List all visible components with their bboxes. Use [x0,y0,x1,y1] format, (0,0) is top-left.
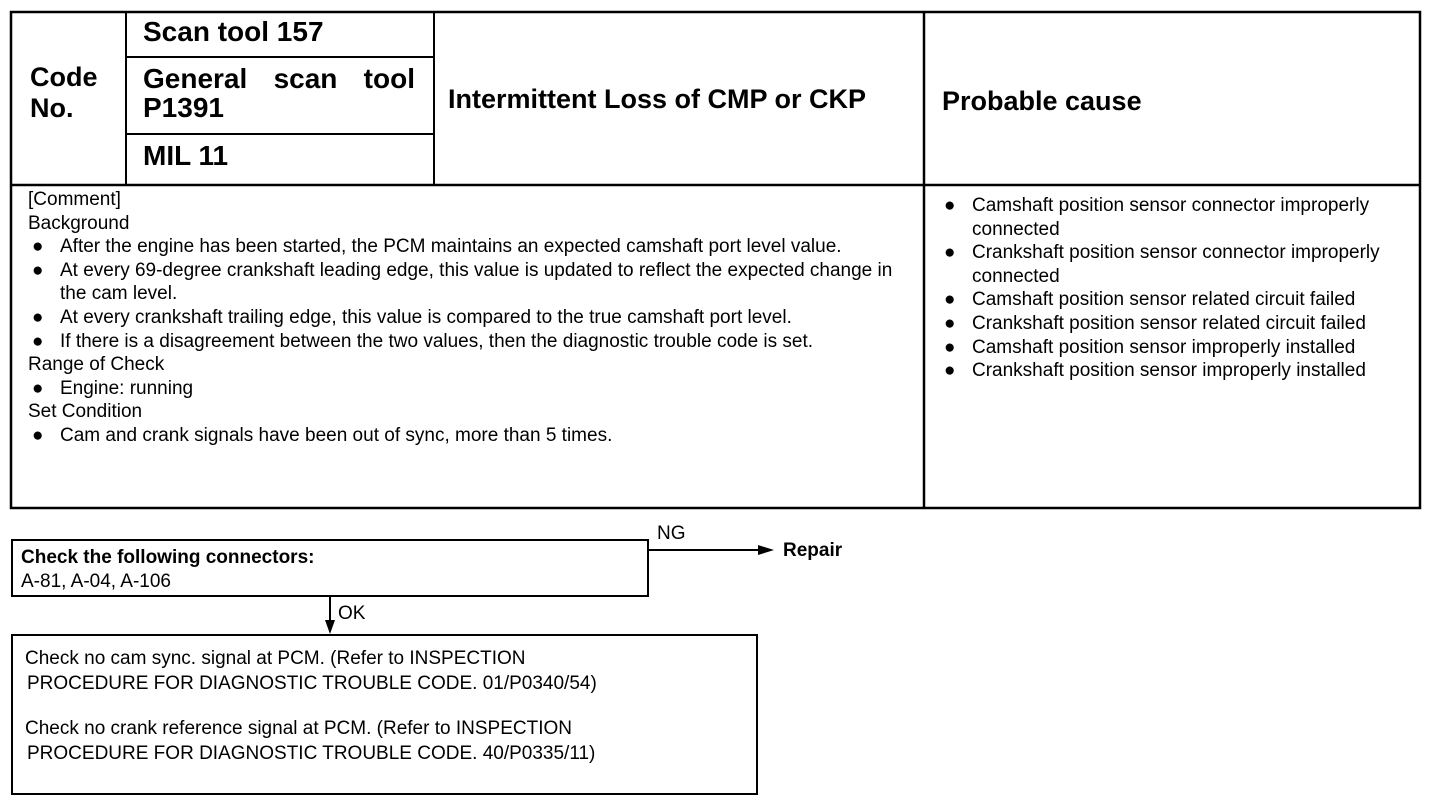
list-item: ● Camshaft position sensor improperly installed [944,336,1356,358]
comment-section [28,188,908,448]
probable-cause-heading: Probable cause [942,86,1142,116]
spacer [25,696,744,716]
bullet-icon: ● [32,259,44,281]
bullet-icon: ● [32,424,44,446]
comment-label: [Comment] [28,189,121,210]
repair-label: Repair [783,540,843,561]
list-item: ● Crankshaft position sensor related circuit failed [944,312,1366,334]
check-signals-box [11,634,758,795]
bullet-icon: ● [944,360,956,382]
range-list [28,377,908,401]
cam-sync-line-1: Check no cam sync. signal at PCM. (Refer to INSPECTION [25,648,526,669]
set-condition-label: Set Condition [28,401,143,423]
crank-ref-line-2: PROCEDURE FOR DIAGNOSTIC TROUBLE CODE. 40/P0335/11) [27,743,596,764]
mil-code: MIL 11 [143,140,229,171]
bullet-icon: ● [32,377,44,399]
bullet-icon: ● [944,336,956,358]
background-list [28,235,908,353]
connector-list: A-81, A-04, A-106 [21,570,171,592]
code-no-label: Code No. [30,62,98,123]
bullet-icon: ● [944,312,956,334]
crank-ref-line-1: Check no crank reference signal at PCM. (Refer to INSPECTION [25,718,572,739]
page-title: Intermittent Loss of CMP or CKP [448,84,867,114]
flow-arrows [0,520,900,640]
range-of-check-label: Range of Check [28,354,165,376]
cam-sync-line-2: PROCEDURE FOR DIAGNOSTIC TROUBLE CODE. 01/P0340/54) [27,673,597,694]
list-item: ● If there is a disagreement between the two values, then the diagnostic trouble code is set. [32,330,814,352]
ok-label: OK [338,603,366,624]
bullet-icon: ● [944,195,956,216]
scan-tool-code: Scan tool 157 [143,16,324,47]
list-item: ● At every 69-degree crankshaft leading edge, this value is updated to reflect the expected change in the cam level. [32,259,893,305]
list-item: ● Crankshaft position sensor connector improperly connected [944,242,1380,287]
check-connectors-title: Check the following connectors: [21,547,315,568]
list-item: ● At every crankshaft trailing edge, this value is compared to the true camshaft port level. [32,306,792,328]
general-scan-tool-code: General scan tool P1391 [143,63,415,123]
set-condition-list [28,424,908,448]
bullet-icon: ● [32,330,44,352]
bullet-icon: ● [32,236,44,258]
bullet-icon: ● [32,306,44,328]
bullet-icon: ● [944,242,956,264]
list-item: ● Camshaft position sensor related circuit failed [944,289,1356,311]
ng-label: NG [657,523,686,544]
list-item: ● After the engine has been started, the PCM maintains an expected camshaft port level value. [32,236,842,258]
list-item: ● Engine: running [32,377,194,399]
list-item: ● Crankshaft position sensor improperly installed [944,360,1366,382]
background-label: Background [28,212,130,234]
bullet-icon: ● [944,289,956,311]
probable-cause-list [940,194,1402,383]
list-item: ● Cam and crank signals have been out of sync, more than 5 times. [32,424,613,446]
list-item: ● Camshaft position sensor connector improperly connected [944,195,1370,240]
